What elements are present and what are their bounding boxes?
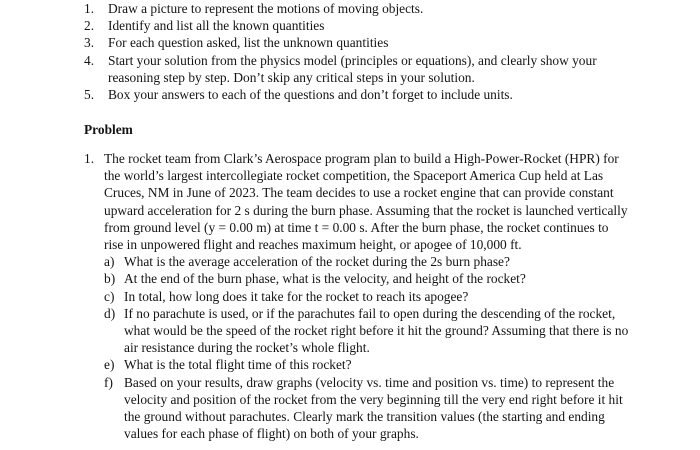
problem-part bbox=[104, 356, 629, 373]
instruction-item bbox=[84, 86, 644, 103]
part-label: f) bbox=[104, 374, 113, 390]
instruction-text: Draw a picture to represent the motions of moving objects. bbox=[108, 1, 424, 16]
part-text: Based on your results, draw graphs (velocity vs. time and position vs. time) to represent the velocity and position of the rocket from the very beginning till the very end right before it hit the ground without parachutes. Clearly mark the transition values (the starting and ending values for each phase of flight) on both of your graphs. bbox=[124, 374, 623, 442]
instruction-number: 3. bbox=[84, 35, 95, 51]
problem-part bbox=[104, 288, 629, 305]
problem-part bbox=[104, 253, 629, 270]
part-label: d) bbox=[104, 305, 116, 321]
instruction-text: Identify and list all the known quantities bbox=[108, 18, 325, 34]
instruction-text: For each question asked, list the unknown quantities bbox=[108, 35, 389, 51]
instruction-number: 4. bbox=[84, 52, 95, 68]
instruction-number: 5. bbox=[84, 87, 95, 103]
problem-number: 1. bbox=[84, 151, 95, 166]
part-text: What is the average acceleration of the rocket during the 2s burn phase? bbox=[124, 254, 510, 270]
instruction-item bbox=[84, 52, 644, 86]
part-text: If no parachute is used, or if the parachutes fail to open during the descending of the rocket, what would be the speed of the rocket right before it hit the ground? Assuming that there is no air resistance during the rocket’s whole flight. bbox=[124, 305, 629, 356]
instructions-list bbox=[84, 0, 644, 103]
problem-block bbox=[84, 150, 629, 442]
instruction-item bbox=[84, 34, 644, 51]
part-label: b) bbox=[104, 271, 116, 287]
instruction-item bbox=[84, 17, 644, 34]
part-text: What is the total flight time of this rocket? bbox=[124, 357, 352, 373]
instruction-text: Box your answers to each of the questions and don’t forget to include units. bbox=[108, 87, 513, 103]
problem-body bbox=[104, 150, 629, 442]
instruction-text: Start your solution from the physics model (principles or equations), and clearly show your reasoning step by step. Don’t skip any critical steps in your solution. bbox=[108, 52, 597, 85]
part-label: e) bbox=[104, 357, 115, 373]
part-text: In total, how long does it take for the rocket to reach its apogee? bbox=[124, 288, 469, 304]
part-label: c) bbox=[104, 288, 115, 304]
instruction-number: 1. bbox=[84, 1, 95, 16]
instruction-item bbox=[84, 0, 644, 17]
problem-part bbox=[104, 305, 629, 357]
part-text: At the end of the burn phase, what is the velocity, and height of the rocket? bbox=[124, 271, 526, 287]
problem-part bbox=[104, 374, 629, 443]
part-label: a) bbox=[104, 254, 115, 270]
problem-part bbox=[104, 270, 629, 287]
problem-parts-list bbox=[104, 253, 629, 442]
problem-statement: The rocket team from Clark’s Aerospace program plan to build a High-Power-Rocket (HPR) for the world’s largest intercollegiate rocket competition, the Spaceport America Cup held at Las Cruces, NM in June of 2023. The team decides to use a rocket engine that can provide constant upward acceleration for 2 s during the burn phase. Assuming that the rocket is launched vertically from ground level (y = 0.00 m) at time t = 0.00 s. After the burn phase, the rocket continues to rise in unpowered flight and reaches maximum height, or apogee of 10,000 ft. bbox=[104, 151, 628, 253]
section-title: Problem bbox=[84, 122, 133, 137]
instruction-number: 2. bbox=[84, 18, 95, 34]
